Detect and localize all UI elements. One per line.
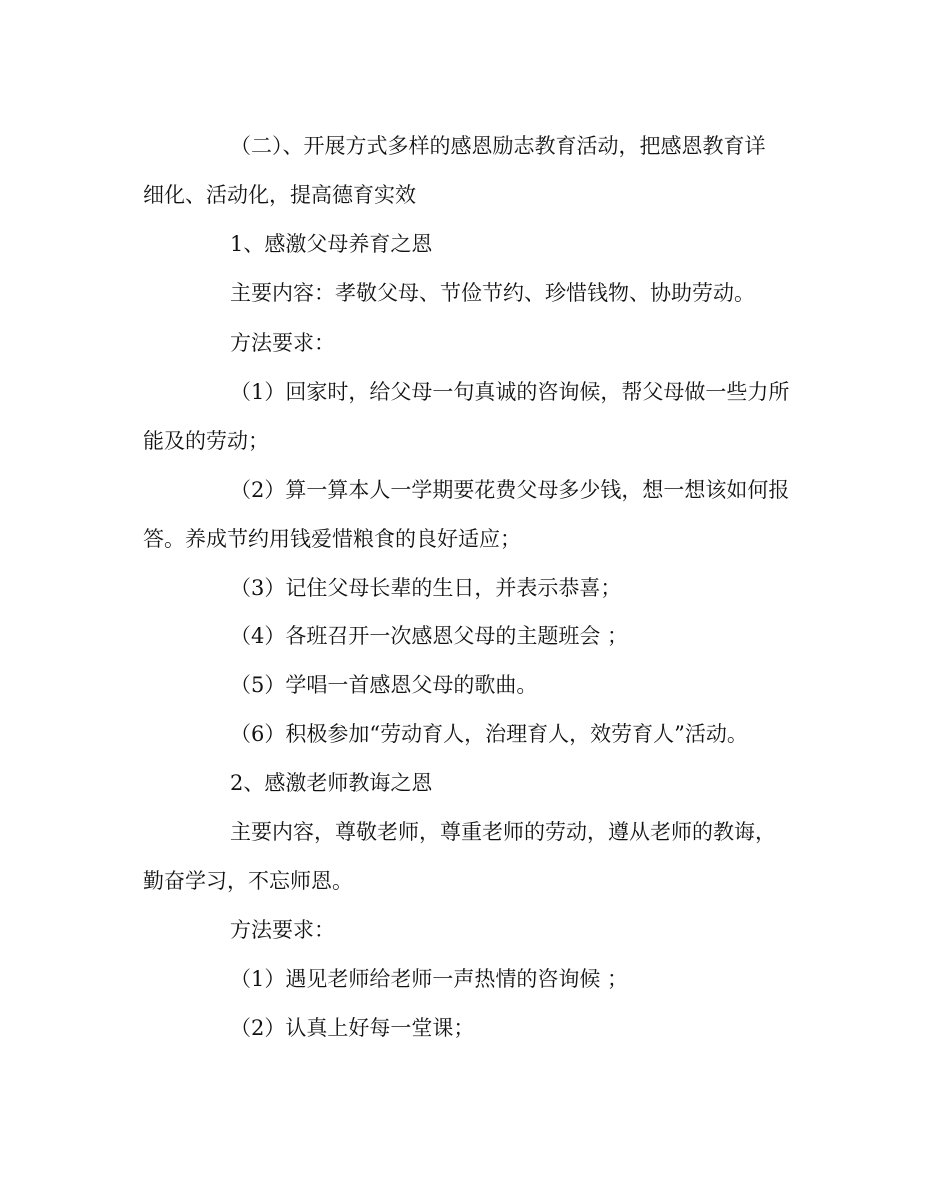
method-label-1: 方法要求：	[230, 331, 335, 355]
list-item-2-1: （1）遇见老师给老师一声热情的咨询候 ；	[230, 967, 629, 991]
list-item-1-6: （6）积极参加“劳动育人，治理育人，效劳育人”活动。	[230, 722, 748, 746]
section-heading-2: 2、感激老师教诲之恩	[230, 771, 433, 795]
list-item-1-2-cont: 答。养成节约用钱爱惜粮食的良好适应；	[143, 527, 521, 551]
method-label-2: 方法要求：	[230, 918, 335, 942]
paragraph-heading-2-cont: 细化、活动化，提高德育实效	[143, 183, 416, 207]
list-item-2-2: （2）认真上好每一堂课；	[230, 1016, 475, 1040]
list-item-1-1-cont: 能及的劳动；	[143, 429, 269, 453]
section-heading-1: 1、感激父母养育之恩	[230, 232, 433, 256]
paragraph-heading-2: （二）、开展方式多样的感恩励志教育活动，把感恩教育详	[230, 134, 766, 158]
main-content-1: 主要内容：孝敬父母、节俭节约、珍惜钱物、协助劳动。	[230, 281, 755, 305]
list-item-1-4: （4）各班召开一次感恩父母的主题班会 ；	[230, 624, 629, 648]
list-item-1-3: （3）记住父母长辈的生日，并表示恭喜；	[230, 576, 622, 600]
list-item-1-2: （2）算一算本人一学期要花费父母多少钱，想一想该如何报	[230, 478, 790, 502]
list-item-1-5: （5）学唱一首感恩父母的歌曲。	[230, 673, 538, 697]
list-item-1-1: （1）回家时，给父母一句真诚的咨询候，帮父母做一些力所	[230, 380, 790, 404]
main-content-2-cont: 勤奋学习，不忘师恩。	[143, 869, 353, 893]
main-content-2: 主要内容，尊敬老师，尊重老师的劳动，遵从老师的教诲，	[230, 820, 776, 844]
